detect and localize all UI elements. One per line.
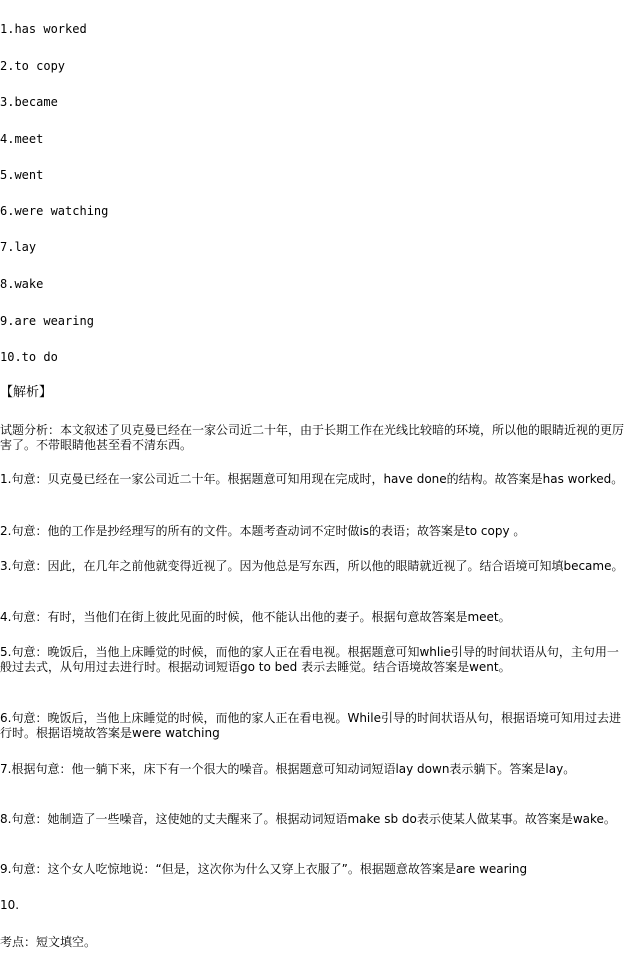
explanation-item: 7.根据句意：他一躺下来，床下有一个很大的噪音。根据题意可知动词短语lay down表示躺下。答案是lay。 (0, 762, 576, 776)
explanation-item: 9.句意：这个女人吃惊地说：“但是，这次你为什么又穿上衣服了”。根据题意故答案是are wearing (0, 862, 528, 876)
answer-item: 6.were watching (0, 204, 109, 218)
answer-item: 3.became (0, 95, 58, 109)
answer-item: 8.wake (0, 277, 44, 291)
explanation-item: 6.句意：晚饭后，当他上床睡觉的时候，而他的家人正在看电视。While引导的时间状语从句，根据语境可知用过去进行时。根据语境故答案是were watching (0, 711, 621, 740)
explanation-item: 1.句意：贝克曼已经在一家公司近二十年。根据题意可知用现在完成时，have done的结构。故答案是has worked。 (0, 472, 624, 486)
answer-item: 10.to do (0, 350, 58, 364)
answer-item: 9.are wearing (0, 314, 94, 328)
answer-item: 4.meet (0, 132, 44, 146)
analysis-summary: 试题分析：本文叙述了贝克曼已经在一家公司近二十年，由于长期工作在光线比较暗的环境，所以他的眼睛近视的更厉害了。不带眼睛他甚至看不清东西。 (0, 423, 625, 452)
answer-item: 1.has worked (0, 22, 87, 36)
answer-item: 2.to copy (0, 59, 66, 73)
analysis-heading: 【解析】 (0, 385, 53, 400)
explanation-item: 10. (0, 898, 20, 912)
answer-item: 5.went (0, 168, 44, 182)
explanation-item: 3.句意：因此，在几年之前他就变得近视了。因为他总是写东西，所以他的眼睛就近视了。结合语境可知填became。 (0, 559, 624, 573)
footer-note: 考点：短文填空。 (0, 935, 97, 949)
explanation-item: 8.句意：她制造了一些噪音，这使她的丈夫醒来了。根据动词短语make sb do表示使某人做某事。故答案是wake。 (0, 812, 616, 826)
explanation-item: 4.句意：有时，当他们在街上彼此见面的时候，他不能认出他的妻子。根据句意故答案是meet。 (0, 610, 511, 624)
explanation-item: 5.句意：晚饭后，当他上床睡觉的时候，而他的家人正在看电视。根据题意可知whlie引导的时间状语从句，主句用一般过去式，从句用过去进行时。根据动词短语go to bed 表示去睡觉。结合语境故答案是went。 (0, 645, 619, 674)
answer-item: 7.lay (0, 240, 37, 254)
explanation-item: 2.句意：他的工作是抄经理写的所有的文件。本题考查动词不定时做is的表语；故答案是to copy 。 (0, 524, 526, 538)
